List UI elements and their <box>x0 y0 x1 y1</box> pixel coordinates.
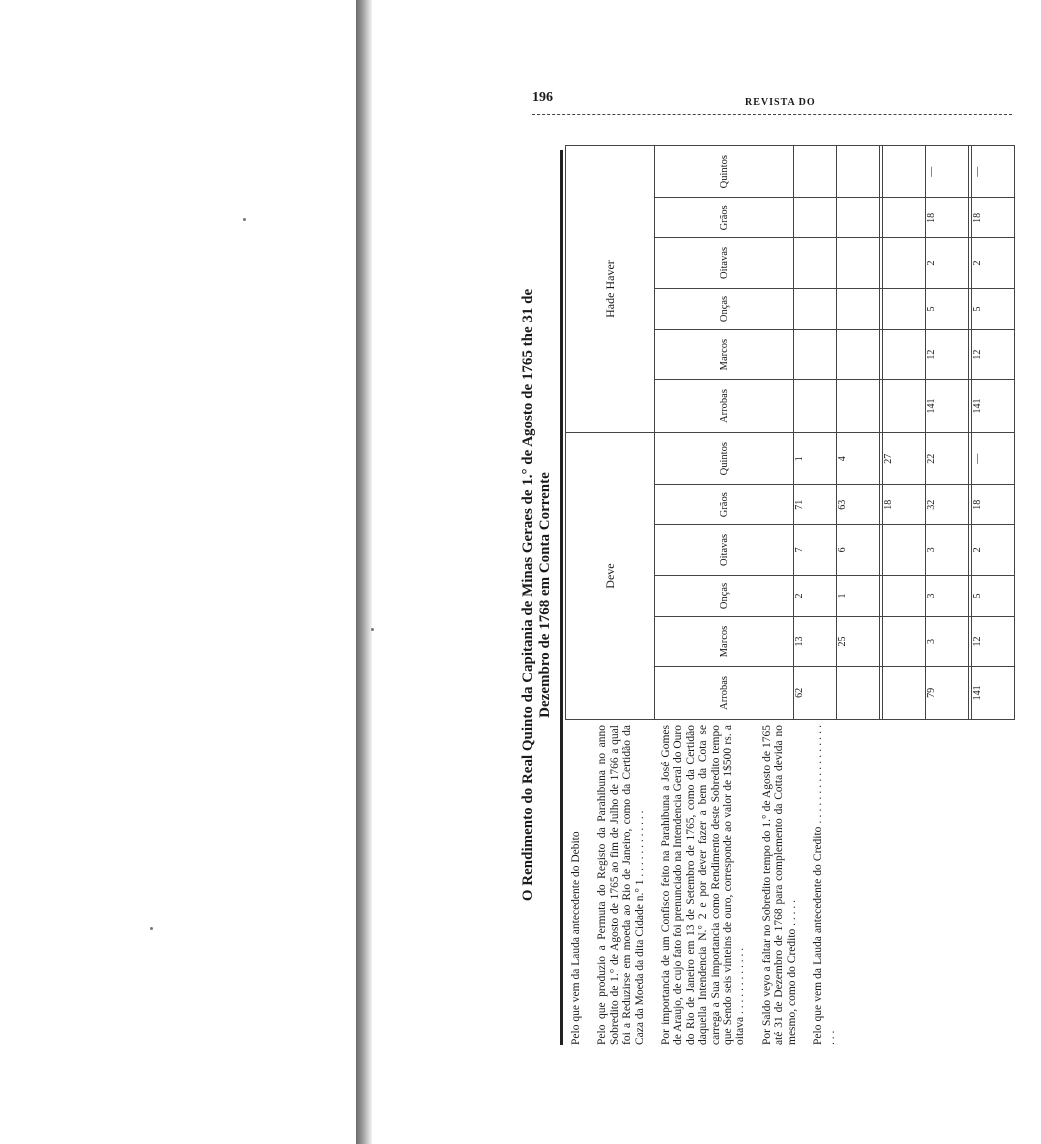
table-cell: 13 <box>794 617 837 667</box>
title-rule <box>560 150 563 1045</box>
scan-speck <box>243 218 246 221</box>
table-cell <box>836 198 879 238</box>
column-header: Marcos <box>655 617 794 667</box>
table-cell <box>836 288 879 330</box>
header-rule <box>532 114 1012 115</box>
entry-text: Por Saldo veyo a faltar no Sobredito tempo do 1.° de Agosto de 1765 até 31 de Dezembro de 1768 para complemento da Cotta devida no mesmo, como do Credito . . . . . <box>760 725 798 1045</box>
table-cell: 1 <box>794 433 837 485</box>
table-cell: — <box>972 146 1015 198</box>
scan-gutter-shadow <box>356 0 372 1144</box>
column-header: Grãos <box>655 485 794 525</box>
table-cell <box>883 379 926 432</box>
table-cell: 2 <box>972 238 1015 288</box>
title-line-2: Dezembro de 1768 em Conta Corrente <box>537 472 553 718</box>
table-cell <box>794 198 837 238</box>
group-header-hade-haver: Hade Haver <box>566 146 655 433</box>
table-cell: 63 <box>836 485 879 525</box>
table-cell: 62 <box>794 666 837 719</box>
table-cell: 25 <box>836 617 879 667</box>
page-number: 196 <box>532 90 553 105</box>
table-cell <box>883 525 926 575</box>
entry-text: Pelo que vem da Lauda antecedente do Credito . . . . . . . . . . . . . . . . . . . . <box>812 725 837 1045</box>
running-head: REVISTA DO <box>745 97 816 108</box>
column-header: Onças <box>655 575 794 617</box>
table-cell: 6 <box>836 525 879 575</box>
table-cell <box>836 146 879 198</box>
table-cell: 4 <box>836 433 879 485</box>
scan-speck <box>371 628 374 631</box>
document-title <box>520 135 554 1055</box>
table-cell: 5 <box>972 288 1015 330</box>
table-cell <box>836 330 879 380</box>
table-cell <box>883 330 926 380</box>
table-cell: — <box>972 433 1015 485</box>
table-cell: 32 <box>925 485 968 525</box>
group-header-deve: Deve <box>566 433 655 720</box>
table-cell: 3 <box>925 525 968 575</box>
table-cell <box>883 238 926 288</box>
table-cell <box>794 379 837 432</box>
table-cell: 141 <box>972 666 1015 719</box>
table-cell: 12 <box>972 617 1015 667</box>
column-header: Marcos <box>655 330 794 380</box>
table-cell: 2 <box>925 238 968 288</box>
column-header: Quintos <box>655 433 794 485</box>
table-cell: 2 <box>972 525 1015 575</box>
rotated-page-frame <box>520 135 1020 1055</box>
entry-text: Por importancia de um Confisco feito na Parahibuna a José Gomes de Araujo, de cujo fato foi prenunciado na Intendencia Geral do Ouro do Rio de Janeiro em 13 de Setembro de 1765, como da Certidão daquella Intendencia N.° 2 e por dever fazer a bem da Cota se carrega a Sua importancia como Rendimento deste Sobredito tempo que Sendo seis vinteins de ouro, corresponde ao valor de 1$500 rs. a oitava . . . . . . . . . . . . <box>660 725 747 1045</box>
table-cell <box>794 146 837 198</box>
column-header: Oitavas <box>655 525 794 575</box>
table-row <box>883 146 926 720</box>
table-cell <box>883 575 926 617</box>
table-cell <box>794 238 837 288</box>
table-cell: 79 <box>925 666 968 719</box>
table-cell: 18 <box>883 485 926 525</box>
table-cell <box>883 146 926 198</box>
column-header: Quintos <box>655 146 794 198</box>
table-cell <box>883 666 926 719</box>
table-cell: 18 <box>925 198 968 238</box>
column-header: Arrobas <box>655 666 794 719</box>
table-row <box>836 146 879 720</box>
entry-text: Pelo que produzio a Permuta do Registo da Parahibuna no anno Sobredito de 1.° de Agosto de 1765 ao fim de Julho de 1766 a qual foi a Reduzirse em moeda ao Rio de Janeiro, como da Certidão da Caza da Moeda da dita Cidade n.° 1 . . . . . . . . . . . . <box>596 725 646 1045</box>
table-cell: 2 <box>794 575 837 617</box>
table-cell <box>883 617 926 667</box>
table-cell <box>836 666 879 719</box>
table-cell: 18 <box>972 485 1015 525</box>
table-cell <box>794 288 837 330</box>
column-header: Arrobas <box>655 379 794 432</box>
table-row <box>794 146 837 720</box>
title-line-1: O Rendimento do Real Quinto da Capitania de Minas Geraes de 1.° de Agosto de 1765 the 31 de <box>520 288 536 902</box>
table-cell: 12 <box>972 330 1015 380</box>
column-header: Onças <box>655 288 794 330</box>
table-cell: 3 <box>925 617 968 667</box>
scan-speck <box>150 927 153 930</box>
table-row <box>925 146 968 720</box>
entries-column <box>570 725 1010 1045</box>
rotated-content <box>520 135 1020 1055</box>
table-cell <box>836 379 879 432</box>
table-cell: 5 <box>925 288 968 330</box>
table-cell: 18 <box>972 198 1015 238</box>
table-cell: 141 <box>972 379 1015 432</box>
table-row <box>972 146 1015 720</box>
entry-text: Pelo que vem da Lauda antecedente do Debito <box>570 831 582 1045</box>
column-header: Oitavas <box>655 238 794 288</box>
table-cell: 1 <box>836 575 879 617</box>
table-cell <box>836 238 879 288</box>
table-cell <box>883 198 926 238</box>
ledger-table <box>565 145 1015 720</box>
table-cell: 141 <box>925 379 968 432</box>
table-cell: — <box>925 146 968 198</box>
table-cell: 3 <box>925 575 968 617</box>
ledger-body <box>794 146 1015 720</box>
table-cell: 71 <box>794 485 837 525</box>
table-cell: 22 <box>925 433 968 485</box>
table-cell: 27 <box>883 433 926 485</box>
column-header: Grãos <box>655 198 794 238</box>
table-cell <box>794 330 837 380</box>
table-cell: 7 <box>794 525 837 575</box>
table-cell <box>883 288 926 330</box>
table-cell: 12 <box>925 330 968 380</box>
table-cell: 5 <box>972 575 1015 617</box>
